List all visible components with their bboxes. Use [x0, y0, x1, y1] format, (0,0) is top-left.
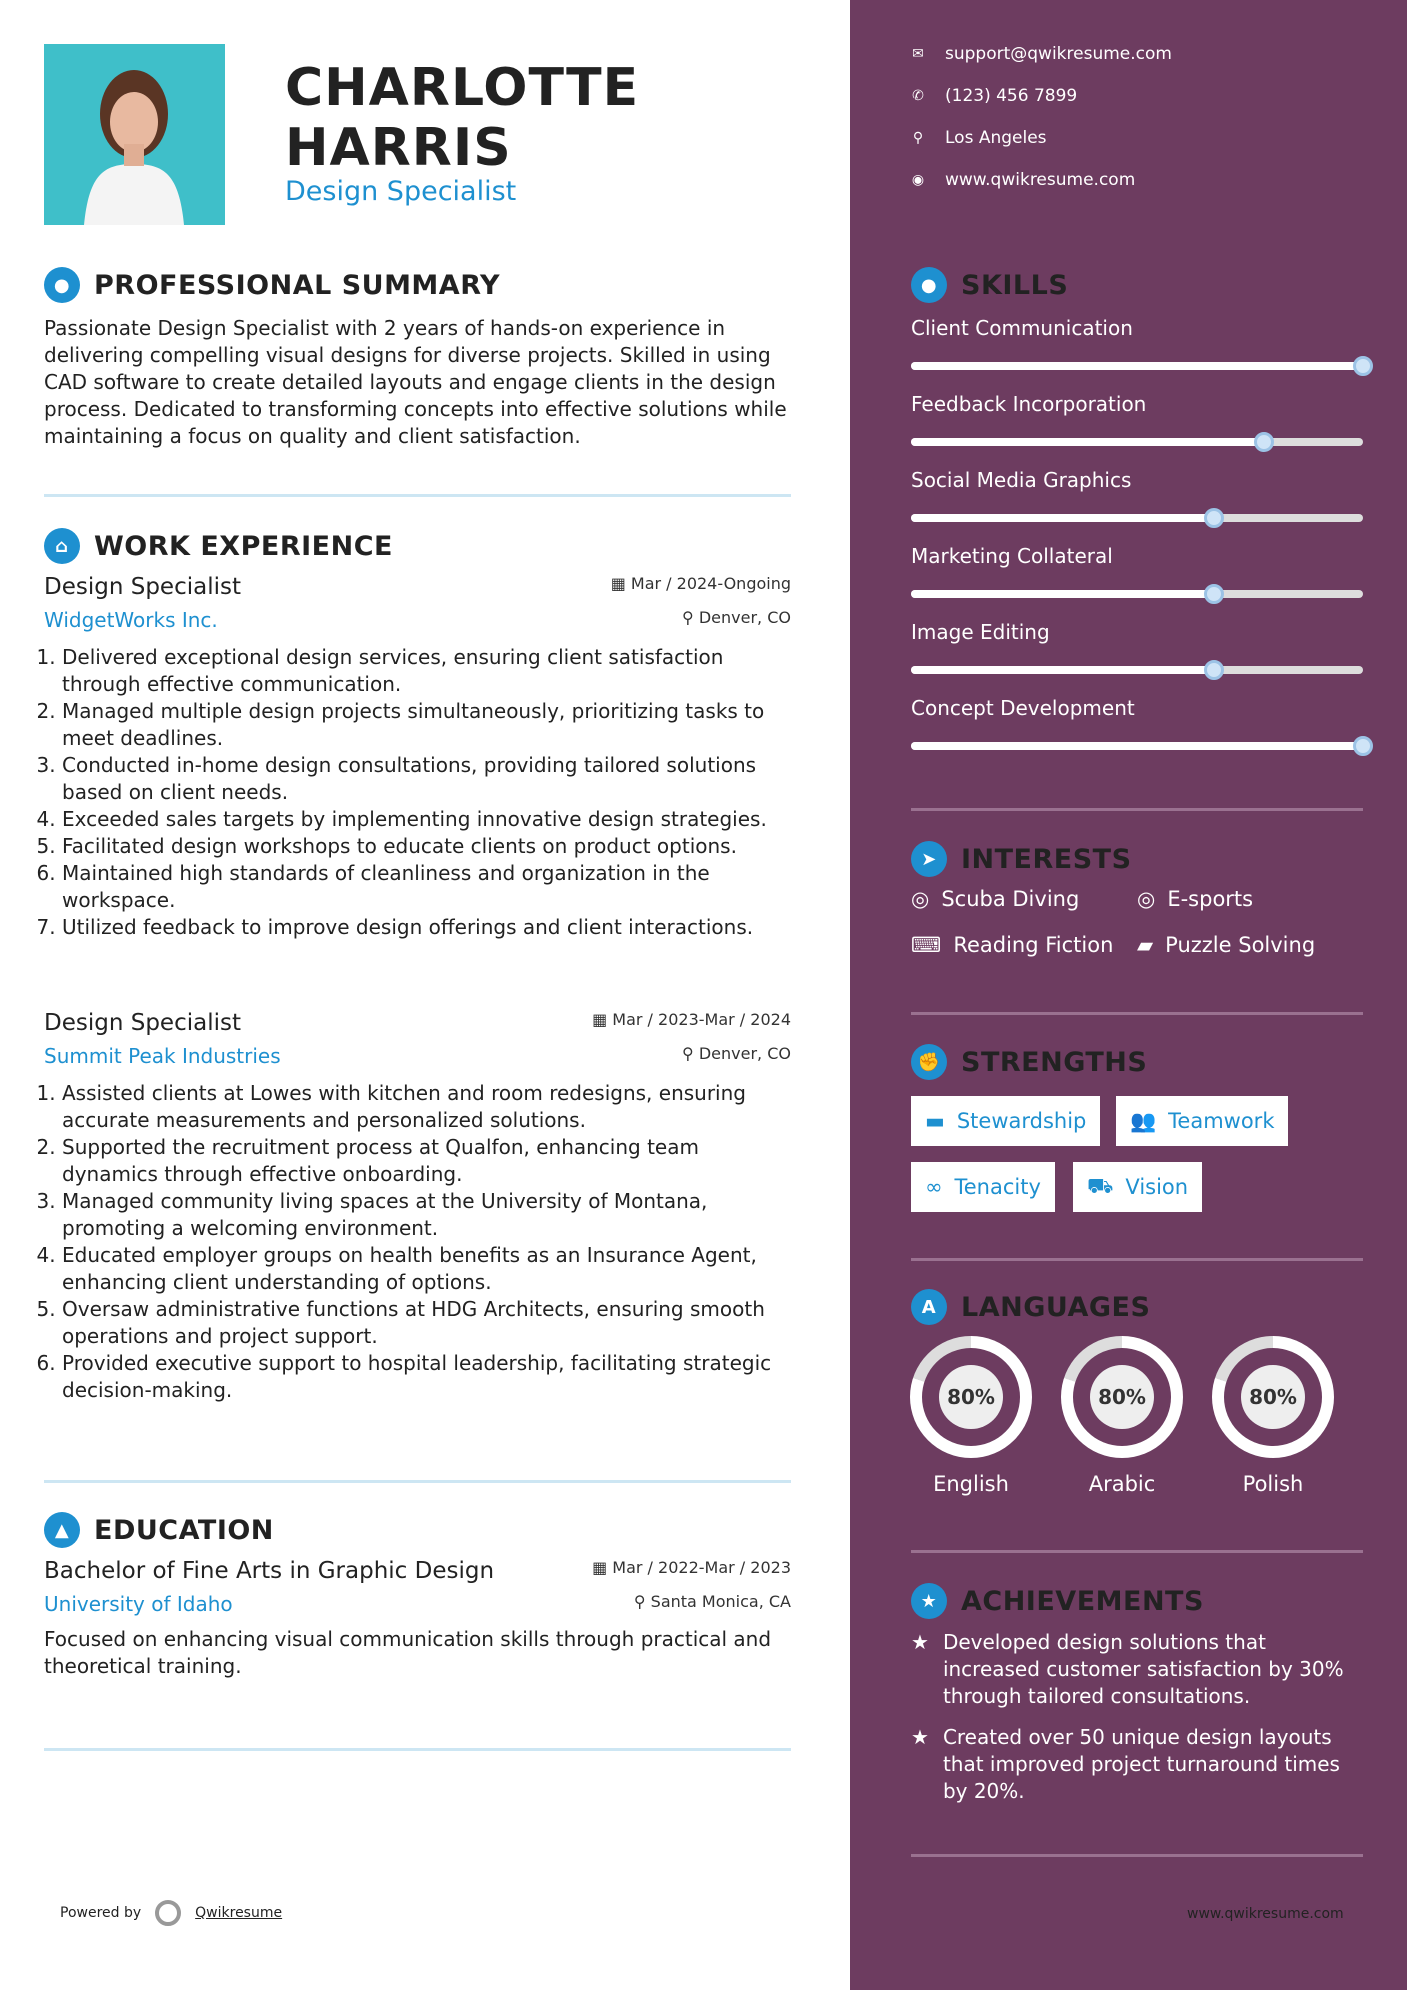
bullet: 5. Oversaw administrative functions at HDG Architects, ensuring smooth operations and project support. — [62, 1296, 791, 1350]
interest-item: ⌨ Reading Fiction — [911, 933, 1114, 957]
link-icon: ∞ — [925, 1175, 943, 1199]
language-name: English — [933, 1472, 1009, 1496]
divider — [911, 1854, 1363, 1857]
powered-by: Powered by — [60, 1905, 142, 1921]
work-heading: ⌂ WORK EXPERIENCE — [44, 528, 393, 564]
interest-item: ◎ Scuba Diving — [911, 887, 1080, 911]
qwikresume-logo-icon — [155, 1900, 181, 1926]
skill-label: Social Media Graphics — [911, 468, 1132, 492]
job-entry — [44, 574, 791, 941]
languages-heading: A LANGUAGES — [911, 1289, 1150, 1325]
bullet: 6. Provided executive support to hospital leadership, facilitating strategic decision-making. — [62, 1350, 791, 1404]
footer-brand — [60, 1900, 282, 1926]
summary-text: Passionate Design Specialist with 2 years of hands-on experience in delivering compelling visual designs for diverse projects. Skilled in using CAD software to create detailed layouts and engage clients in the design process. Dedicated to transforming concepts into effective solutions while maintaining a focus on quality and client satisfaction. — [44, 316, 787, 448]
contact-website[interactable]: ◉ www.qwikresume.com — [911, 170, 1136, 190]
skill-knob — [1254, 432, 1274, 452]
interest-item: ◎ E-sports — [1137, 887, 1254, 911]
map-pin-icon: ⚲ — [912, 130, 924, 146]
bullet: 1. Delivered exceptional design services, ensuring client satisfaction through effective communication. — [62, 644, 791, 698]
lightbulb-icon: ● — [911, 267, 947, 303]
briefcase-icon: ▬ — [925, 1109, 945, 1133]
skills-heading: ● SKILLS — [911, 267, 1068, 303]
divider — [44, 1748, 791, 1751]
language-ring — [1061, 1336, 1183, 1458]
skill-fill — [911, 666, 1214, 674]
translate-icon: A — [911, 1289, 947, 1325]
bullet: 4. Educated employer groups on health benefits as an Insurance Agent, enhancing client understanding of options. — [62, 1242, 791, 1296]
interests-heading: ➤ INTERESTS — [911, 841, 1132, 877]
bullet: 2. Managed multiple design projects simultaneously, prioritizing tasks to meet deadlines. — [62, 698, 791, 752]
divider — [911, 1258, 1363, 1261]
achievement-item: ★ Developed design solutions that increased customer satisfaction by 30% through tailored consultations. — [911, 1630, 1344, 1708]
strength-chip: ⛟ Vision — [1073, 1162, 1202, 1212]
life-ring-icon: ◎ — [911, 887, 930, 911]
education-heading: ▲ EDUCATION — [44, 1512, 274, 1548]
phone-icon: ✆ — [912, 88, 924, 104]
strength-chip: 👥 Teamwork — [1116, 1096, 1288, 1146]
skill-knob — [1353, 736, 1373, 756]
education-entry — [44, 1558, 791, 1680]
skill-bar — [911, 590, 1363, 598]
job-date: ▦ Mar / 2024-Ongoing — [610, 574, 791, 593]
job-title: Design Specialist — [285, 176, 517, 207]
language-item — [1061, 1336, 1183, 1496]
users-icon: 👥 — [1130, 1108, 1157, 1133]
divider — [911, 808, 1363, 811]
achievement-item: ★ Created over 50 unique design layouts that improved project turnaround times by 20%. — [911, 1725, 1340, 1803]
skill-label: Image Editing — [911, 620, 1050, 644]
job-bullets — [44, 644, 791, 941]
brand-link[interactable]: Qwikresume — [195, 1905, 283, 1921]
school: University of Idaho — [44, 1592, 233, 1616]
contact-location: ⚲ Los Angeles — [912, 128, 1047, 148]
divider — [911, 1012, 1363, 1015]
skill-knob — [1204, 660, 1224, 680]
contact-email[interactable]: ✉ support@qwikresume.com — [912, 44, 1172, 64]
skill-item — [911, 392, 1363, 446]
job-entry — [44, 1010, 791, 1404]
language-item — [910, 1336, 1032, 1496]
star-icon: ★ — [911, 1725, 929, 1749]
skill-item — [911, 468, 1363, 522]
book-icon: ▰ — [1137, 933, 1154, 957]
star-icon: ★ — [911, 1630, 929, 1654]
job-location: ⚲ Denver, CO — [682, 1044, 791, 1063]
skill-fill — [911, 742, 1363, 750]
skill-bar — [911, 666, 1363, 674]
user-icon: ● — [44, 267, 80, 303]
star-badge-icon: ★ — [911, 1583, 947, 1619]
strength-chip: ∞ Tenacity — [911, 1162, 1055, 1212]
job-location: ⚲ Denver, CO — [682, 608, 791, 627]
gamepad-icon: ⌨ — [911, 933, 942, 957]
language-name: Polish — [1242, 1472, 1304, 1496]
skill-label: Client Communication — [911, 316, 1133, 340]
job-title: Design Specialist — [44, 1010, 241, 1036]
education-location: ⚲ Santa Monica, CA — [633, 1592, 791, 1611]
bullet: 5. Facilitated design workshops to educate clients on product options. — [62, 833, 791, 860]
skill-item — [911, 696, 1363, 750]
contact-phone: ✆ (123) 456 7899 — [912, 86, 1078, 106]
candidate-name: CHARLOTTE HARRIS — [285, 58, 640, 178]
language-ring — [910, 1336, 1032, 1458]
skill-bar — [911, 514, 1363, 522]
skill-bar — [911, 362, 1363, 370]
bullet: 2. Supported the recruitment process at Qualfon, enhancing team dynamics through effective onboarding. — [62, 1134, 791, 1188]
language-ring — [1212, 1336, 1334, 1458]
language-item — [1212, 1336, 1334, 1496]
strengths-heading: ✊ STRENGTHS — [911, 1044, 1147, 1080]
footer-url[interactable]: www.qwikresume.com — [1187, 1906, 1344, 1922]
bullet: 1. Assisted clients at Lowes with kitchen and room redesigns, ensuring accurate measurements and personalized solutions. — [62, 1080, 791, 1134]
divider — [44, 1480, 791, 1483]
company: Summit Peak Industries — [44, 1044, 281, 1068]
education-date: ▦ Mar / 2022-Mar / 2023 — [592, 1558, 791, 1577]
skill-fill — [911, 514, 1214, 522]
job-bullets — [44, 1080, 791, 1404]
binoculars-icon: ⛟ — [1087, 1173, 1114, 1198]
paper-plane-icon: ➤ — [911, 841, 947, 877]
skill-knob — [1204, 584, 1224, 604]
language-name: Arabic — [1088, 1472, 1156, 1496]
bullet: 4. Exceeded sales targets by implementing innovative design strategies. — [62, 806, 791, 833]
profile-photo — [44, 44, 225, 225]
skill-fill — [911, 438, 1264, 446]
graduation-cap-icon: ▲ — [44, 1512, 80, 1548]
divider — [911, 1550, 1363, 1553]
skill-knob — [1353, 356, 1373, 376]
globe-icon: ◉ — [911, 172, 925, 188]
language-percent: 80% — [1090, 1365, 1154, 1429]
skill-knob — [1204, 508, 1224, 528]
degree: Bachelor of Fine Arts in Graphic Design — [44, 1558, 495, 1584]
skill-fill — [911, 362, 1363, 370]
achievements-heading: ★ ACHIEVEMENTS — [911, 1583, 1204, 1619]
education-text: Focused on enhancing visual communication skills through practical and theoretical training. — [44, 1627, 772, 1678]
skill-bar — [911, 742, 1363, 750]
life-ring-icon: ◎ — [1137, 887, 1156, 911]
bullet: 6. Maintained high standards of cleanliness and organization in the workspace. — [62, 860, 791, 914]
envelope-icon: ✉ — [912, 46, 924, 62]
interest-item: ▰ Puzzle Solving — [1137, 933, 1316, 957]
job-title: Design Specialist — [44, 574, 241, 600]
bullet: 3. Conducted in-home design consultations, providing tailored solutions based on client needs. — [62, 752, 791, 806]
chair-icon: ⌂ — [44, 528, 80, 564]
company: WidgetWorks Inc. — [44, 608, 218, 632]
bullet: 7. Utilized feedback to improve design offerings and client interactions. — [62, 914, 791, 941]
skill-item — [911, 620, 1363, 674]
skill-label: Marketing Collateral — [911, 544, 1113, 568]
skill-label: Feedback Incorporation — [911, 392, 1147, 416]
fist-icon: ✊ — [911, 1044, 947, 1080]
language-percent: 80% — [939, 1365, 1003, 1429]
strength-chip: ▬ Stewardship — [911, 1096, 1100, 1146]
skill-item — [911, 316, 1363, 370]
bullet: 3. Managed community living spaces at the University of Montana, promoting a welcoming environment. — [62, 1188, 791, 1242]
skill-bar — [911, 438, 1363, 446]
summary-heading: ● PROFESSIONAL SUMMARY — [44, 267, 500, 303]
skill-label: Concept Development — [911, 696, 1135, 720]
language-percent: 80% — [1241, 1365, 1305, 1429]
skill-fill — [911, 590, 1214, 598]
skill-item — [911, 544, 1363, 598]
job-date: ▦ Mar / 2023-Mar / 2024 — [592, 1010, 791, 1029]
divider — [44, 494, 791, 497]
